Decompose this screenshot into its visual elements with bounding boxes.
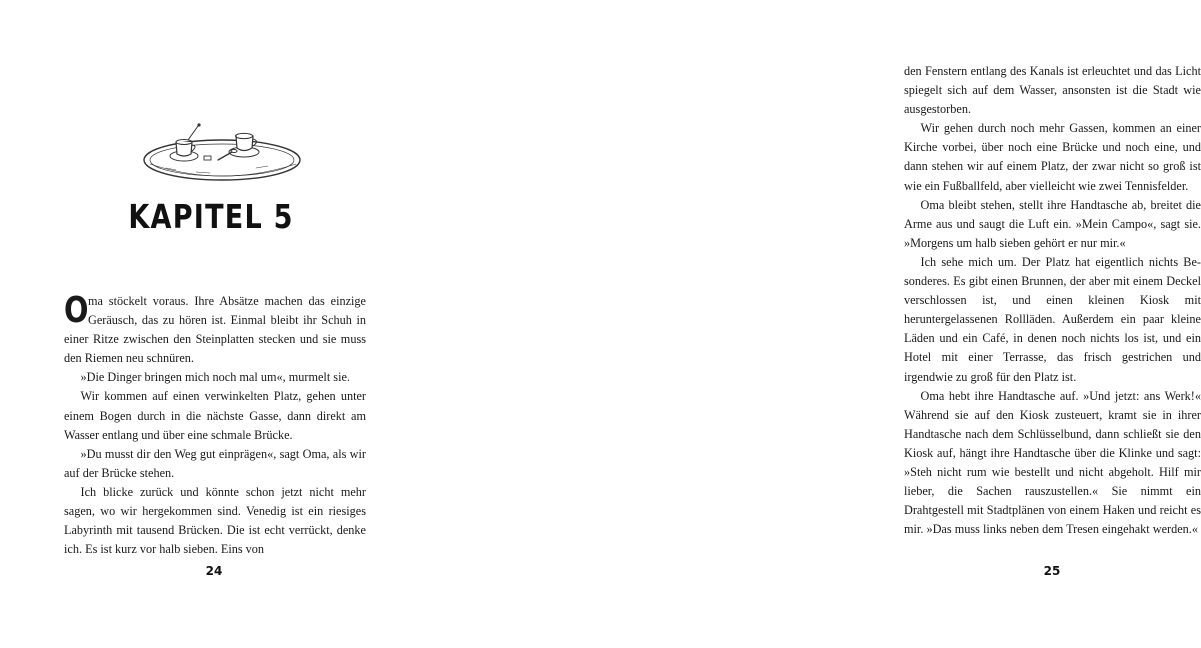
right-page bbox=[422, 0, 1201, 648]
paragraph: Oma hebt ihre Handtasche auf. »Und jetzt: ans Werk!« Während sie auf den Kiosk zusteuert, kramt sie in ihrer Handtasche nach dem Schlüsselbund, dann schließt sie den Kiosk auf, hängt ihre Handtasche über die Klinke und sagt: »Steh nicht rum wie bestellt und nicht abgeholt. Hilf mir lieber, die Sachen rauszustellen.« Sie nimmt ein Drahtgestell mit Stadtplänen von einem Haken und reicht es mir. »Das muss links neben dem Tresen eingehakt werden.« bbox=[904, 388, 1201, 537]
drop-cap: O bbox=[64, 290, 89, 331]
paragraph: Ich blicke zurück und könnte schon jetzt nicht mehr sagen, wo wir hergekommen sind. Venedig ist ein riesiges Labyrinth mit tausend Brücken. Die ist echt verrückt, denke ich. Es ist kurz vor halb sieben. Eins von bbox=[64, 484, 366, 557]
coffee-tray-illustration bbox=[136, 118, 310, 186]
paragraph: den Fenstern entlang des Kanals ist erleuchtet und das Licht spiegelt sich auf dem Wasser, ansonsten ist die Stadt wie ausgestorben. bbox=[904, 64, 1201, 117]
paragraph: Wir kommen auf einen verwinkelten Platz, gehen unter einem Bogen durch in die nächste Gasse, dann direkt am Wasser entlang und über eine schmale Brücke. bbox=[64, 389, 366, 442]
page-number-right: 25 bbox=[1043, 564, 1061, 578]
chapter-title: KAPITEL 5 bbox=[128, 197, 294, 236]
paragraph: »Die Dinger bringen mich noch mal um«, murmelt sie. bbox=[80, 370, 350, 385]
left-page bbox=[0, 0, 422, 648]
right-text-column bbox=[904, 62, 1201, 539]
paragraph: Ich sehe mich um. Der Platz hat eigentlich nichts Besonderes. Es gibt einen Brunnen, der aber mit einem Deckel verschlossen ist, und einen kleinen Kiosk mit heruntergelassenen Rollläden. Außerdem ein paar kleine Läden und ein Café, in denen noch nichts los ist, und ein Hotel mit einer Terrasse, das frisch gestrichen und irgendwie zu groß für den Platz ist. bbox=[904, 254, 1201, 384]
paragraph: Oma stöckelt voraus. Ihre Absätze machen das einzige Geräusch, das zu hören ist. Einmal bleibt ihr Schuh in einer Ritze zwischen den Steinplatten stecken und sie muss den Riemen neu schnüren. bbox=[64, 290, 366, 366]
paragraph: »Du musst dir den Weg gut einprägen«, sagt Oma, als wir auf der Brücke stehen. bbox=[64, 446, 366, 480]
left-text-column bbox=[64, 292, 366, 559]
paragraph: Wir gehen durch noch mehr Gassen, kommen an einer Kirche vorbei, über noch eine Brücke und noch eine, und dann stehen wir auf einem Platz, der zwar nicht so groß ist wie ein Fußballfeld, aber vielleicht wie zwei Tennisfelder. bbox=[904, 121, 1201, 193]
paragraph: Oma bleibt stehen, stellt ihre Handtasche ab, breitet die Arme aus und saugt die Luft ein. »Mein Campo«, sagt sie. »Morgens um halb sieben gehört er nur mir.« bbox=[904, 197, 1201, 250]
page-number-left: 24 bbox=[205, 564, 223, 578]
